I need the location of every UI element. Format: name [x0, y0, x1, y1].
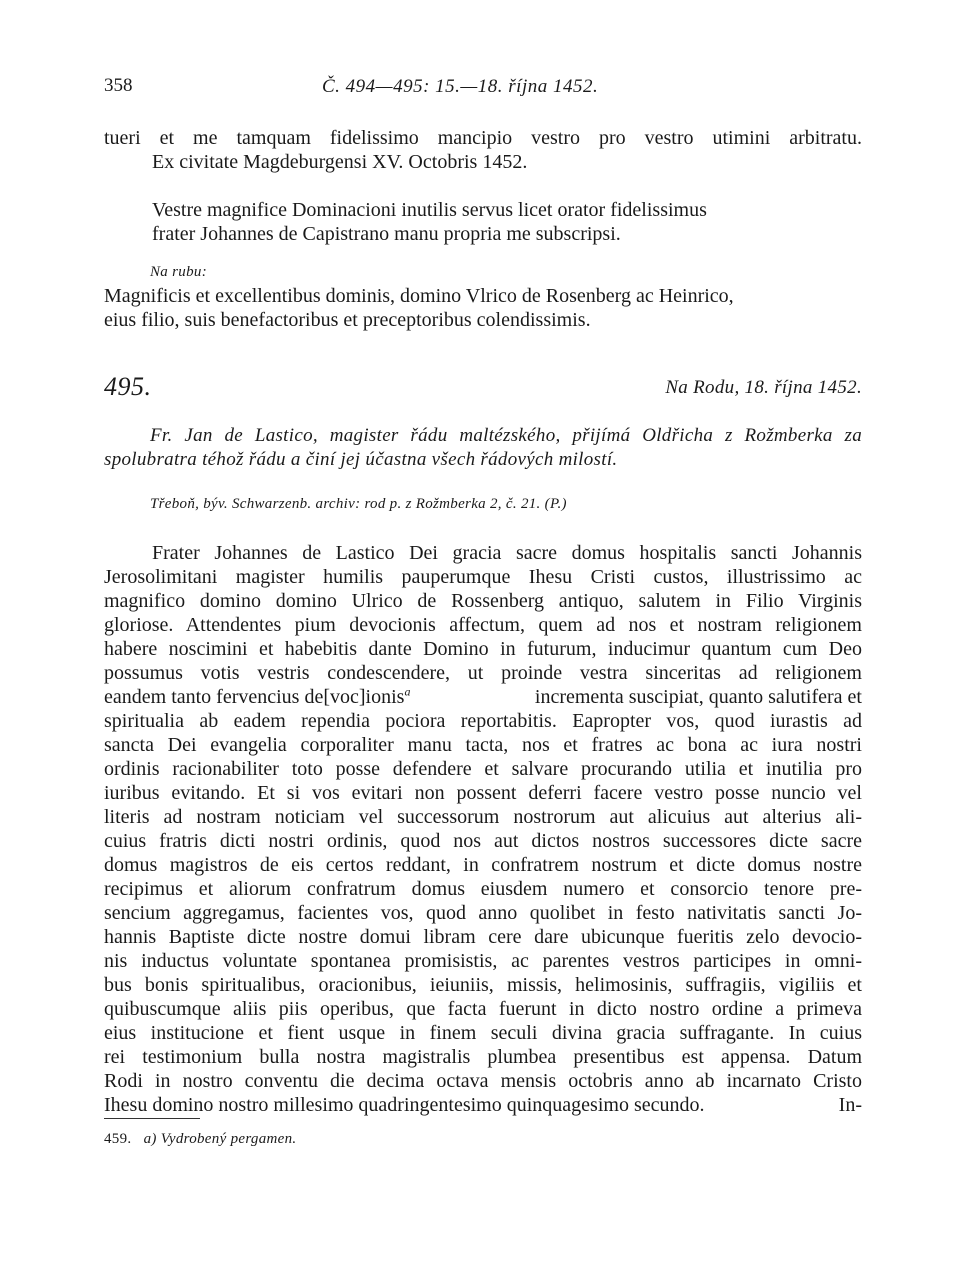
body-line-with-footnote	[104, 685, 862, 709]
regest-line: spolubratra téhož řádu a činí jej účastna všech řádových milostí.	[104, 449, 618, 470]
body-line: Rodi in nostro conventu die decima octava mensis octobris anno ab incarnato Cristo	[104, 1070, 862, 1092]
body-line: bus bonis spiritualibus, oracionibus, ieiuniis, missis, helimosinis, suffragiis, vigiliis et	[104, 974, 862, 996]
body-line: sencium aggregamus, facientes vos, quod anno quolibet in festo nativitatis sancti Jo-	[104, 902, 862, 924]
body-line: domus magistros de eis certos reddant, in confratrem nostrum et dicte domus nostre	[104, 854, 862, 876]
footnote-text: Vydrobený pergamen.	[160, 1131, 297, 1147]
body-line: habere noscimini et habebitis dante Domino in futurum, inducimur quantum cum Deo	[104, 638, 862, 660]
body-line: quibuscumque aliis piis operibus, que facta fuerunt in dicto nostro ordine a primeva	[104, 998, 862, 1020]
footnote-divider	[104, 1118, 200, 1119]
body-line-part: eandem tanto fervencius de[voc]ionis	[104, 686, 405, 708]
running-title: Č. 494—495: 15.—18. října 1452.	[322, 76, 599, 97]
body-line-part: incrementa suscipiat, quanto salutifera et	[534, 686, 862, 708]
text-line: frater Johannes de Capistrano manu propria me subscripsi.	[152, 223, 621, 245]
document-place-date: Na Rodu, 18. října 1452.	[665, 377, 862, 398]
body-line: nis inductus voluntate spontanea promisistis, ac parentes vestros participes in omni-	[104, 950, 862, 972]
text-line: Vestre magnifice Dominacioni inutilis servus licet orator fidelissimus	[152, 199, 707, 221]
body-line: iuribus evitando. Et si vos evitari non possent deferri facere vestro posse nuncio vel	[104, 782, 862, 804]
body-line: eius institucione et fient usque in finem seculi divina gracia suffragante. In cuius	[104, 1022, 862, 1044]
text-line: tueri et me tamquam fidelissimo mancipio vestro pro vestro utimini arbitratu.	[104, 127, 862, 149]
body-line-last	[104, 1093, 862, 1117]
body-line-part: Ihesu domino nostro millesimo quadringentesimo quinquagesimo secundo.	[104, 1094, 705, 1116]
page-number: 358	[104, 75, 133, 96]
body-line: hannis Baptiste dicte nostre domui libram cere dare ubicunque fueritis zelo devocio-	[104, 926, 862, 948]
body-line: Frater Johannes de Lastico Dei gracia sacre domus hospitalis sancti Johannis	[152, 542, 862, 564]
text-line: Ex civitate Magdeburgensi XV. Octobris 1452.	[152, 151, 528, 173]
text-line: eius filio, suis benefactoribus et preceptoribus colendissimis.	[104, 309, 591, 331]
footnote	[104, 1131, 296, 1148]
footnote-marker: a	[404, 684, 411, 699]
body-line: cuius fratris dicti nostri ordinis, quod nos aut dictos nostros successores dicte sacre	[104, 830, 862, 852]
body-line: gloriose. Attendentes pium devocionis affectum, quem ad nos et nostram religionem	[104, 614, 862, 636]
text-line: Magnificis et excellentibus dominis, domino Vlrico de Rosenberg ac Heinrico,	[104, 285, 734, 307]
body-line: ordinis racionabiliter toto posse defendere et salvare procurando utilia et inutilia pro	[104, 758, 862, 780]
body-line: literis ad nostram noticiam vel successorum nostrorum aut alicuius aut alterius ali-	[104, 806, 862, 828]
body-line: spiritualia ab eadem rependia pociora reportabitis. Eapropter vos, quod iurastis ad	[104, 710, 862, 732]
regest-line: Fr. Jan de Lastico, magister řádu maltézského, přijímá Oldřicha z Rožmberka za	[150, 425, 862, 446]
body-line: sancta Dei evangelia corporaliter manu tacta, nos et fratres ac bona ac iura nostri	[104, 734, 862, 756]
body-line: rei testimonium bulla nostra magistralis plumbea presentibus est appensa. Datum	[104, 1046, 862, 1068]
body-line: magnifico domino domino Ulrico de Rossenberg antiquo, salutem in Filio Virginis	[104, 590, 862, 612]
body-line: recipimus et aliorum confratrum domus eiusdem numero et consorcio tenore pre-	[104, 878, 862, 900]
body-line: possumus votis vestris condescendere, ut proinde vestra sinceritas ad religionem	[104, 662, 862, 684]
body-line: Jerosolimitani magister humilis pauperumque Ihesu Cristi custos, illustrissimo ac	[104, 566, 862, 588]
body-line-part: In-	[838, 1094, 862, 1116]
archival-source: Třeboň, býv. Schwarzenb. archiv: rod p. z Rožmberka 2, č. 21. (P.)	[150, 496, 567, 512]
footnote-number: 459.	[104, 1131, 132, 1147]
document-number: 495.	[104, 372, 152, 401]
footnote-mark: a)	[143, 1131, 157, 1147]
rubric-label: Na rubu:	[150, 264, 207, 280]
